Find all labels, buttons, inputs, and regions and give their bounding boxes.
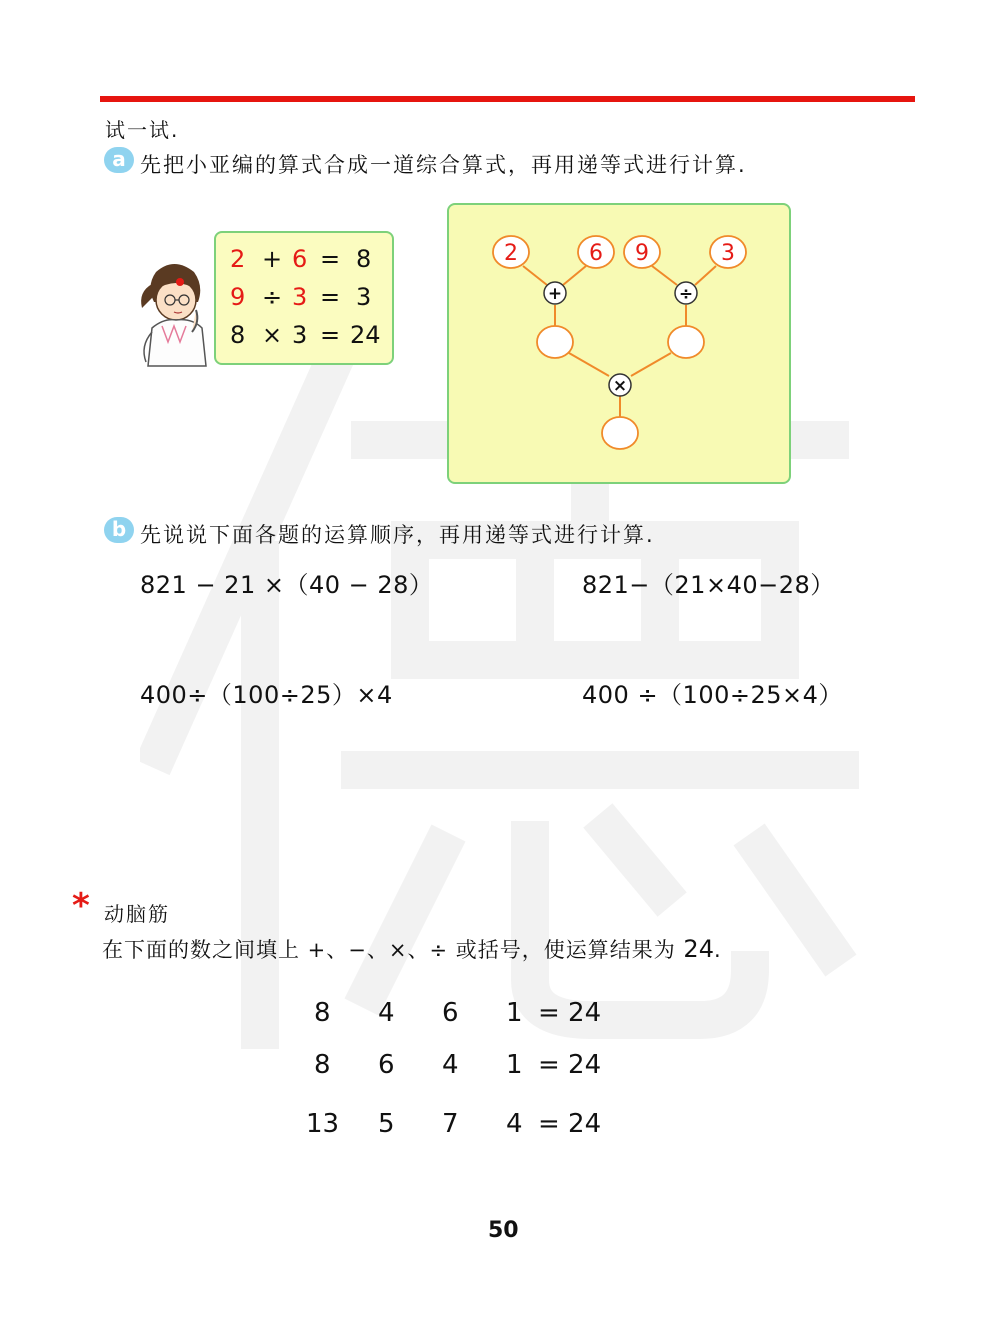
tree-edge (631, 353, 671, 376)
eq-result: 24 (350, 321, 381, 349)
eq-equals: = (320, 321, 341, 349)
badge-a: a (104, 147, 134, 173)
star-icon: * (72, 886, 90, 926)
tree-edge (695, 266, 716, 285)
answer-circle (537, 326, 573, 358)
expression: 821−（21×40−28） (582, 571, 835, 599)
eq-result: 8 (356, 245, 372, 273)
expression: 400÷（100÷25）×4 (140, 681, 393, 709)
puzzle-number: 8 (314, 1050, 331, 1080)
brain-teaser-title: 动脑筋 (104, 902, 170, 926)
eq-equals: = (320, 283, 341, 311)
eq-operand: 2 (230, 245, 246, 273)
expression: 821 − 21 ×（40 − 28） (140, 571, 434, 599)
tree-diagram (449, 205, 789, 482)
tree-edge (523, 266, 547, 285)
instruction-a: 先把小亚编的算式合成一道综合算式，再用递等式进行计算. (140, 153, 747, 177)
girl-illustration (134, 262, 214, 372)
puzzle-number: 4 (506, 1109, 523, 1139)
puzzle-number: 6 (442, 998, 459, 1028)
puzzle-number: 6 (378, 1050, 395, 1080)
leaf-number: 9 (635, 241, 649, 266)
instruction-text: 在下面的数之间填上 +、−、×、÷ 或括号，使运算结果为 (102, 938, 676, 962)
puzzle-number: 8 (314, 998, 331, 1028)
puzzle-number: 5 (378, 1109, 395, 1139)
eq-operator: × (262, 321, 283, 349)
equation-row (216, 321, 392, 359)
expression: 400 ÷（100÷25×4） (582, 681, 843, 709)
eq-equals: = (320, 245, 341, 273)
answer-circle (602, 417, 638, 449)
eq-operand: 8 (230, 321, 246, 349)
eq-operator: ÷ (262, 283, 283, 311)
puzzle-number: 1 (506, 1050, 523, 1080)
eq-operand: 6 (292, 245, 308, 273)
eq-operator: + (262, 245, 283, 273)
eq-operand: 3 (292, 321, 308, 349)
eq-operand: 9 (230, 283, 246, 311)
tree-edge (569, 353, 609, 376)
answer-circle (668, 326, 704, 358)
tree-diagram-box (447, 203, 791, 484)
equations-box (214, 231, 394, 365)
operator-symbol: × (612, 376, 628, 396)
operator-symbol: + (547, 284, 563, 304)
instruction-end: . (713, 938, 722, 962)
leaf-number: 3 (721, 241, 735, 266)
operator-symbol: ÷ (678, 284, 694, 304)
puzzle-result: = 24 (538, 998, 602, 1028)
tree-edge (652, 266, 677, 285)
puzzle-result: = 24 (538, 1050, 602, 1080)
badge-b: b (104, 517, 134, 543)
section-heading: 试一试. (105, 118, 180, 142)
eq-operand: 3 (292, 283, 308, 311)
puzzle-number: 4 (442, 1050, 459, 1080)
equation-row (216, 283, 392, 321)
puzzle-number: 13 (306, 1109, 340, 1139)
target-number: 24 (683, 935, 714, 963)
puzzle-number: 7 (442, 1109, 459, 1139)
instruction-b: 先说说下面各题的运算顺序，再用递等式进行计算. (140, 523, 655, 547)
puzzle-number: 4 (378, 998, 395, 1028)
leaf-number: 2 (504, 241, 518, 266)
puzzle-result: = 24 (538, 1109, 602, 1139)
tree-edge (563, 266, 586, 285)
page-number: 50 (488, 1218, 519, 1243)
leaf-number: 6 (589, 241, 603, 266)
header-rule (100, 96, 915, 102)
eq-result: 3 (356, 283, 372, 311)
puzzle-number: 1 (506, 998, 523, 1028)
brain-teaser-instruction (102, 934, 722, 964)
equation-row (216, 245, 392, 283)
